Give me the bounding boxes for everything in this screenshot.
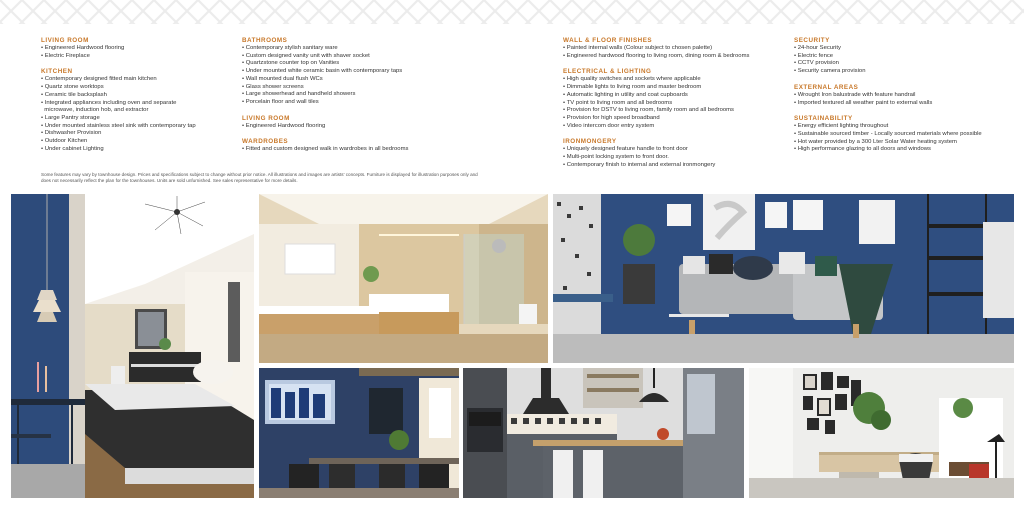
spec-section <box>41 36 196 60</box>
spec-item: • Uniquely designed feature handle to front door <box>563 146 749 154</box>
spec-column-2 <box>242 36 408 161</box>
disclaimer-text: Some features may vary by townhouse design. Prices and specifications subject to change without prior notice. All illustrations and images are artists' concepts. Furniture is displayed for illustration purposes only and does not necessarily reflect the plan for the townhouses. Units are sold unfurnished. See sales representative for more details. <box>41 172 478 183</box>
spec-section <box>563 67 749 130</box>
spec-list <box>41 45 196 60</box>
spec-item: • Provision for DSTV to living room, family room and all bedrooms <box>563 107 749 115</box>
spec-item: • Engineered hardwood flooring to living room, dining room & bedrooms <box>563 53 749 61</box>
spec-item: • High quality switches and sockets where applicable <box>563 76 749 84</box>
spec-item: • Outdoor Kitchen <box>41 138 196 146</box>
spec-heading: LIVING ROOM <box>41 37 89 44</box>
spec-item: • Porcelain floor and wall tiles <box>242 99 408 107</box>
photo-dining-pendant <box>11 194 85 498</box>
decorative-pattern-strip <box>0 0 1024 24</box>
spec-item: • Large Pantry storage <box>41 115 196 123</box>
spec-heading: LIVING ROOM <box>242 114 290 122</box>
spec-section <box>41 67 196 153</box>
spec-section <box>242 36 408 107</box>
photo-living-room <box>553 194 1014 363</box>
spec-list <box>794 123 982 154</box>
spec-item: microwave, induction hob, and extractor <box>44 107 149 114</box>
spec-column-1 <box>41 36 196 160</box>
spec-item: • Electric Fireplace <box>41 53 196 61</box>
spec-item: • CCTV provision <box>794 60 982 68</box>
spec-item: • Dimmable lights to living room and master bedroom <box>563 84 749 92</box>
photo-bathroom <box>259 194 548 363</box>
spec-list <box>242 45 408 107</box>
spec-heading: BATHROOMS <box>242 37 288 44</box>
spec-heading: SECURITY <box>794 37 830 44</box>
spec-item: • Custom designed vanity unit with shaver socket <box>242 53 408 61</box>
spec-list <box>563 76 749 130</box>
spec-heading: SUSTAINABILITY <box>794 115 853 123</box>
spec-item: • Dishwasher Provision <box>41 130 196 138</box>
spec-item: • Engineered Hardwood flooring <box>41 45 196 53</box>
spec-item: • Electric fence <box>794 53 982 61</box>
spec-section <box>794 114 982 154</box>
spec-item: • TV point to living room and all bedrooms <box>563 100 749 108</box>
spec-item: • Security camera provision <box>794 68 982 76</box>
spec-section <box>563 36 749 60</box>
photo-bedroom <box>85 194 254 498</box>
spec-item: • Contemporary finish to internal and external ironmongery <box>563 162 749 170</box>
spec-list <box>242 123 408 131</box>
spec-item: • Energy efficient lighting throughout <box>794 123 982 131</box>
spec-list <box>41 76 196 153</box>
spec-item: • Under mounted stainless steel sink with contemporary tap <box>41 123 196 131</box>
spec-item: • Integrated appliances including oven and separate <box>41 100 196 108</box>
spec-item: • Large showerhead and handheld showers <box>242 91 408 99</box>
spec-item: • Automatic lighting in utility and coat cupboards <box>563 92 749 100</box>
spec-section <box>563 137 749 169</box>
spec-item: • Provision for high speed broadband <box>563 115 749 123</box>
spec-section <box>242 114 408 131</box>
spec-heading: WALL & FLOOR FINISHES <box>563 37 653 44</box>
spec-item: • Contemporary designed fitted main kitchen <box>41 76 196 84</box>
spec-item: • Ceramic tile backsplash <box>41 92 196 100</box>
spec-list <box>794 45 982 76</box>
spec-item: • Fitted and custom designed walk in wardrobes in all bedrooms <box>242 146 408 154</box>
spec-item: • 24-hour Security <box>794 45 982 53</box>
spec-heading: KITCHEN <box>41 68 73 76</box>
spec-item: • Multi-point locking system to front door. <box>563 154 749 162</box>
spec-section <box>242 137 408 154</box>
spec-list <box>242 146 408 154</box>
spec-list <box>563 45 749 60</box>
spec-list <box>794 92 982 107</box>
spec-heading: WARDROBES <box>242 138 289 146</box>
spec-item: • Wrought Iron balustrade with feature handrail <box>794 92 982 100</box>
spec-item: • Under mounted white ceramic basin with contemporary taps <box>242 68 408 76</box>
spec-item: • Imported textured all weather paint to external walls <box>794 100 982 108</box>
spec-heading: ELECTRICAL & LIGHTING <box>563 68 652 76</box>
spec-column-3 <box>563 36 749 176</box>
spec-item: • Engineered Hardwood flooring <box>242 123 408 131</box>
photo-kitchen <box>463 368 744 498</box>
photo-lounge-gallery <box>749 368 1014 498</box>
spec-item: • Hot water provided by a 300 Lter Solar Water heating system <box>794 139 982 147</box>
spec-item: • Contemporary stylish sanitary ware <box>242 45 408 53</box>
spec-item: • Painted internal walls (Colour subject to chosen palette) <box>563 45 749 53</box>
spec-item: • Sustainable sourced timber - Locally sourced materials where possible <box>794 131 982 139</box>
spec-section <box>794 83 982 107</box>
spec-heading: IRONMONGERY <box>563 138 617 146</box>
spec-item: • Wall mounted dual flush WCs <box>242 76 408 84</box>
spec-item: • Video intercom door entry system <box>563 123 749 131</box>
spec-column-4 <box>794 36 982 161</box>
spec-item: • Glass shower screens <box>242 84 408 92</box>
photo-dining-room <box>259 368 459 498</box>
spec-heading: EXTERNAL AREAS <box>794 83 859 91</box>
spec-item: • Quartzstone counter top on Vanities <box>242 60 408 68</box>
spec-item: • High performance glazing to all doors and windows <box>794 146 982 154</box>
spec-item: • Quartz stone worktops <box>41 84 196 92</box>
spec-item: • Under cabinet Lighting <box>41 146 196 154</box>
spec-list <box>563 146 749 169</box>
spec-section <box>794 36 982 76</box>
